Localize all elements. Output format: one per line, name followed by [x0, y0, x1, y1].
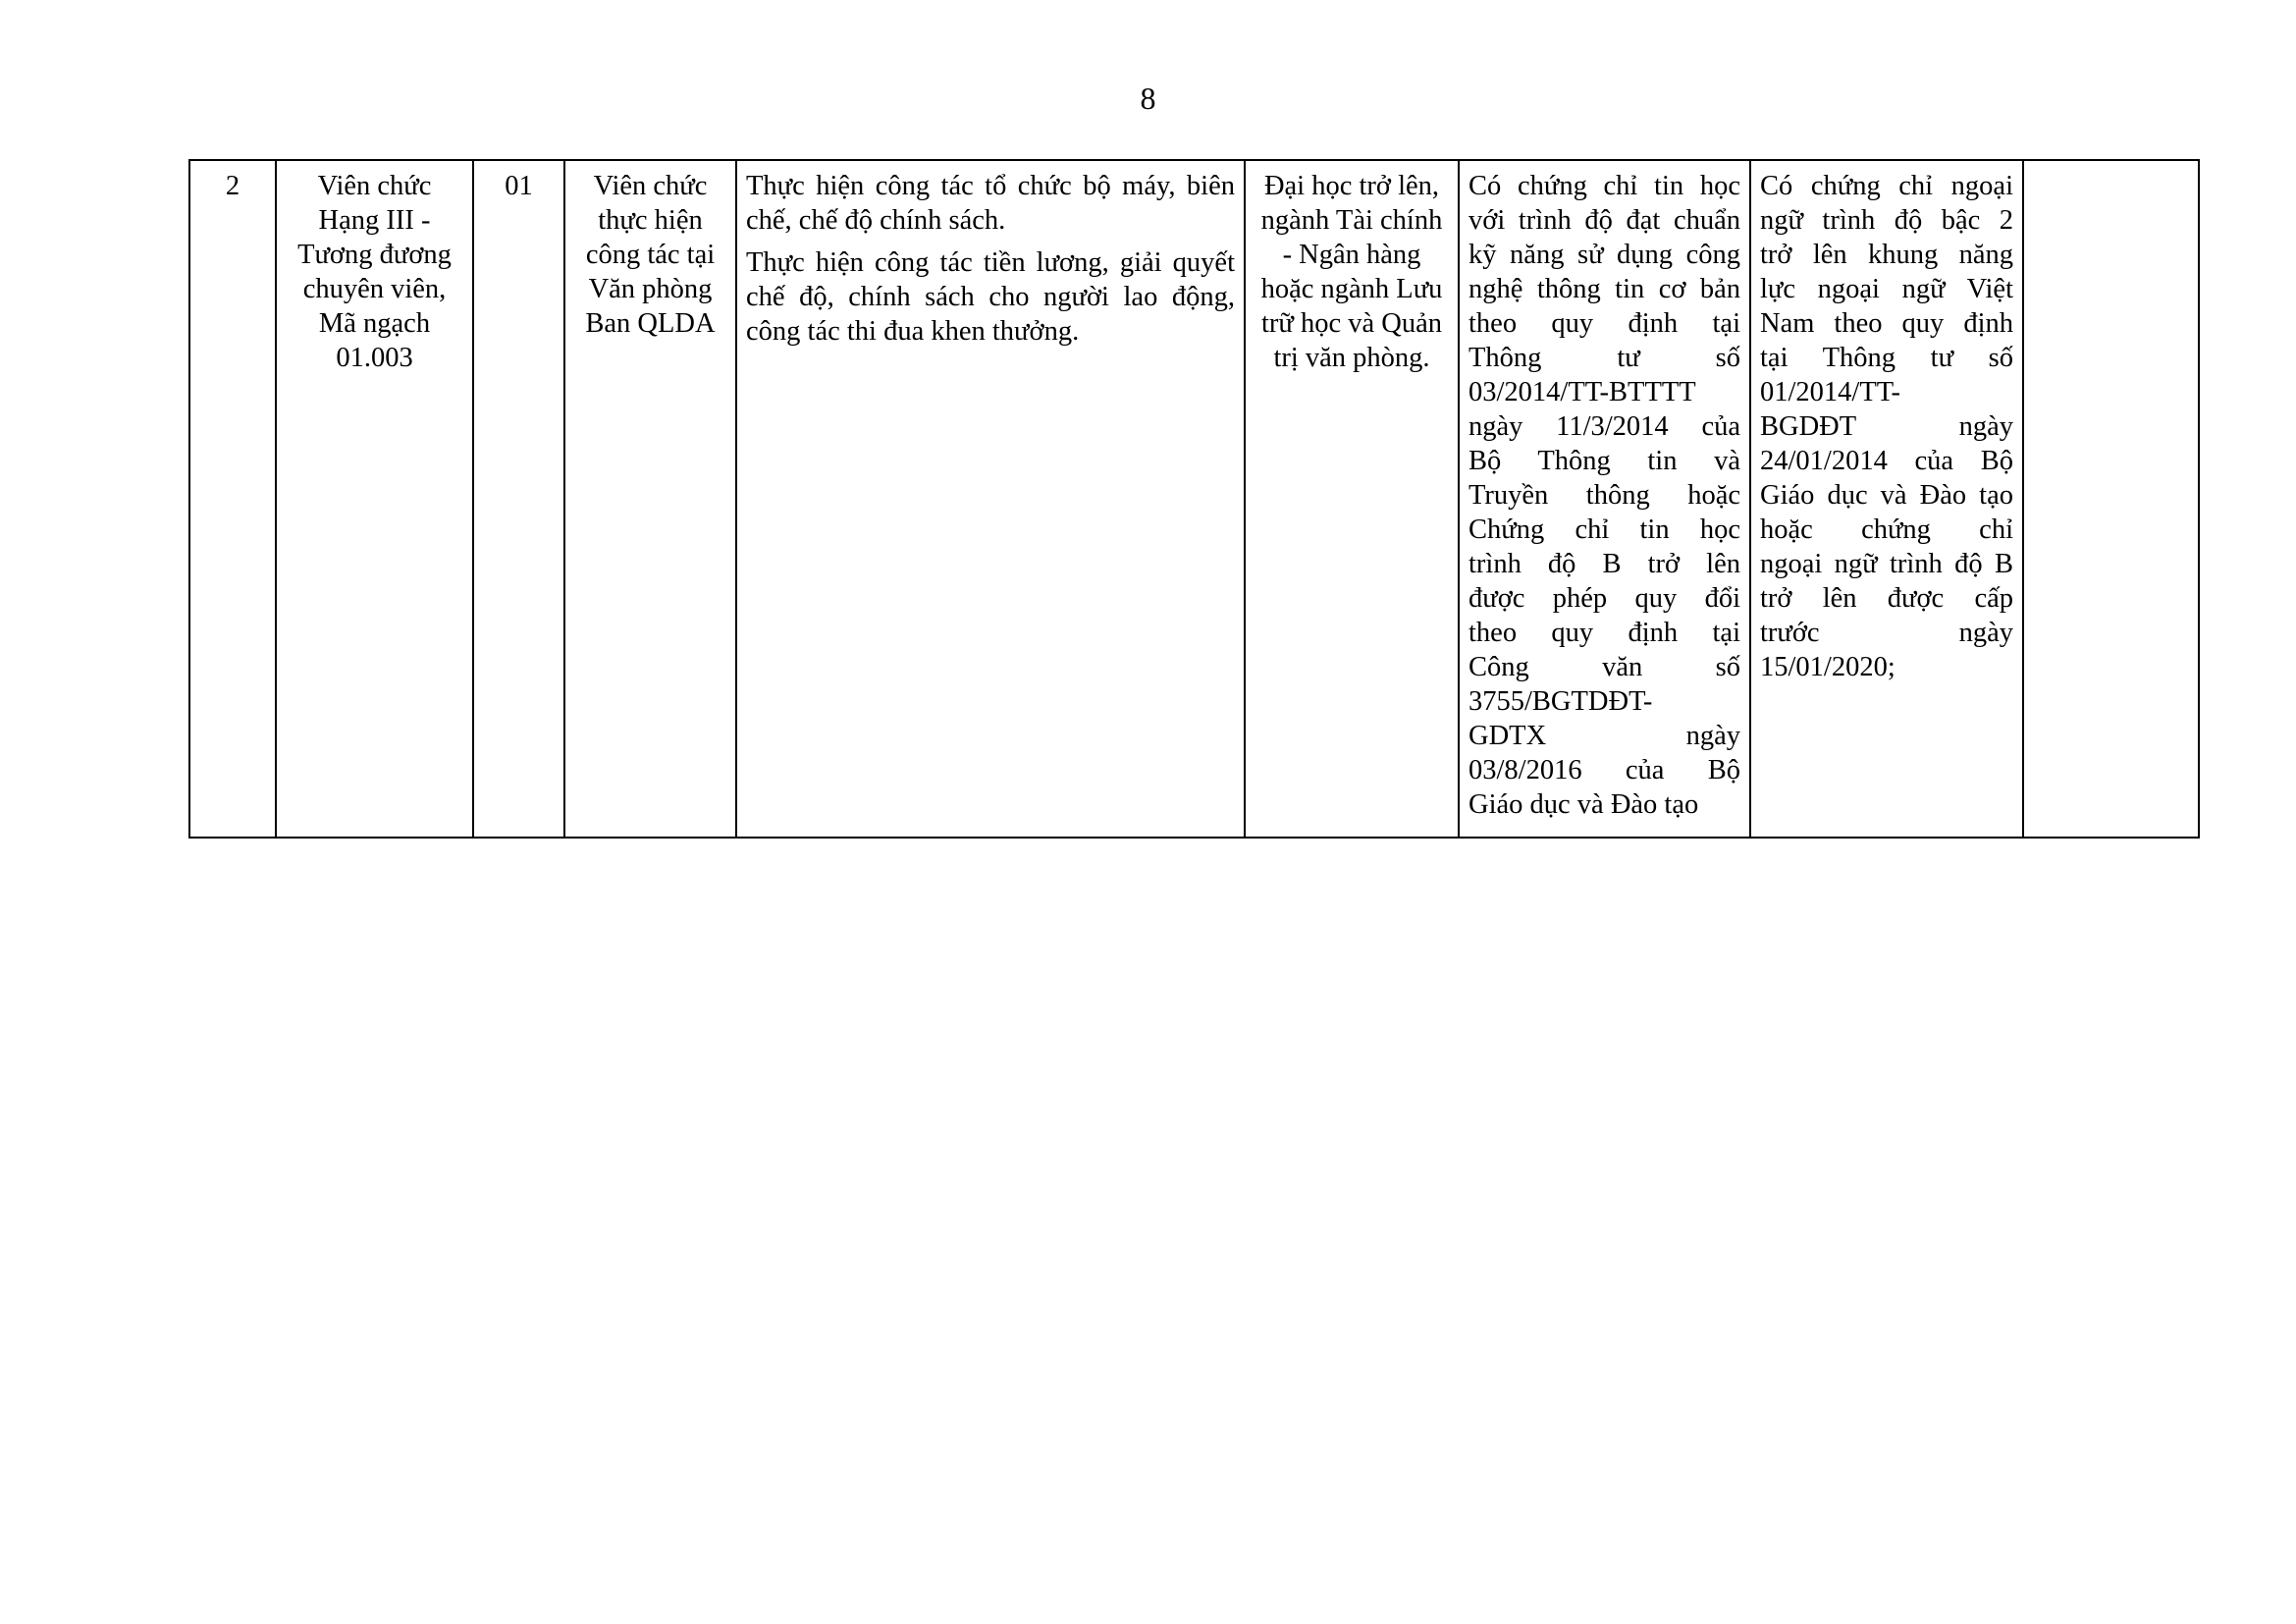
staff-table	[188, 159, 2200, 839]
cell-note	[2023, 160, 2199, 838]
cell-it-requirement: Có chứng chỉ tin học với trình độ đạt chuẩn kỹ năng sử dụng công nghệ thông tin cơ bản theo quy định tại Thông tư số 03/2014/TT-BTTTT ngày 11/3/2014 của Bộ Thông tin và Truyền thông hoặc Chứng chỉ tin học trình độ B trở lên được phép quy đổi theo quy định tại Công văn số 3755/BGTDĐT- GDTX ngày 03/8/2016 của Bộ Giáo dục và Đào tạo	[1459, 160, 1750, 838]
duty-paragraph: Thực hiện công tác tổ chức bộ máy, biên chế, chế độ chính sách.	[746, 171, 1235, 236]
cell-position: Viên chức thực hiện công tác tại Văn phòng Ban QLDA	[564, 160, 736, 838]
duty-paragraph: Thực hiện công tác tiền lương, giải quyết chế độ, chính sách cho người lao động, công tác thi đua khen thưởng.	[746, 247, 1235, 347]
cell-duties	[736, 160, 1245, 838]
cell-education: Đại học trở lên, ngành Tài chính - Ngân hàng hoặc ngành Lưu trữ học và Quản trị văn phòng.	[1245, 160, 1459, 838]
cell-language-requirement: Có chứng chỉ ngoại ngữ trình độ bậc 2 trở lên khung năng lực ngoại ngữ Việt Nam theo quy định tại Thông tư số 01/2014/TT- BGDĐT ngày 24/01/2014 của Bộ Giáo dục và Đào tạo hoặc chứng chỉ ngoại ngữ trình độ B trở lên được cấp trước ngày 15/01/2020;	[1750, 160, 2023, 838]
cell-quantity: 01	[473, 160, 564, 838]
page-number: 8	[1140, 81, 1156, 116]
cell-stt: 2	[189, 160, 276, 838]
cell-rank: Viên chức Hạng III - Tương đương chuyên viên, Mã ngạch 01.003	[276, 160, 473, 838]
table-row	[189, 160, 2199, 838]
